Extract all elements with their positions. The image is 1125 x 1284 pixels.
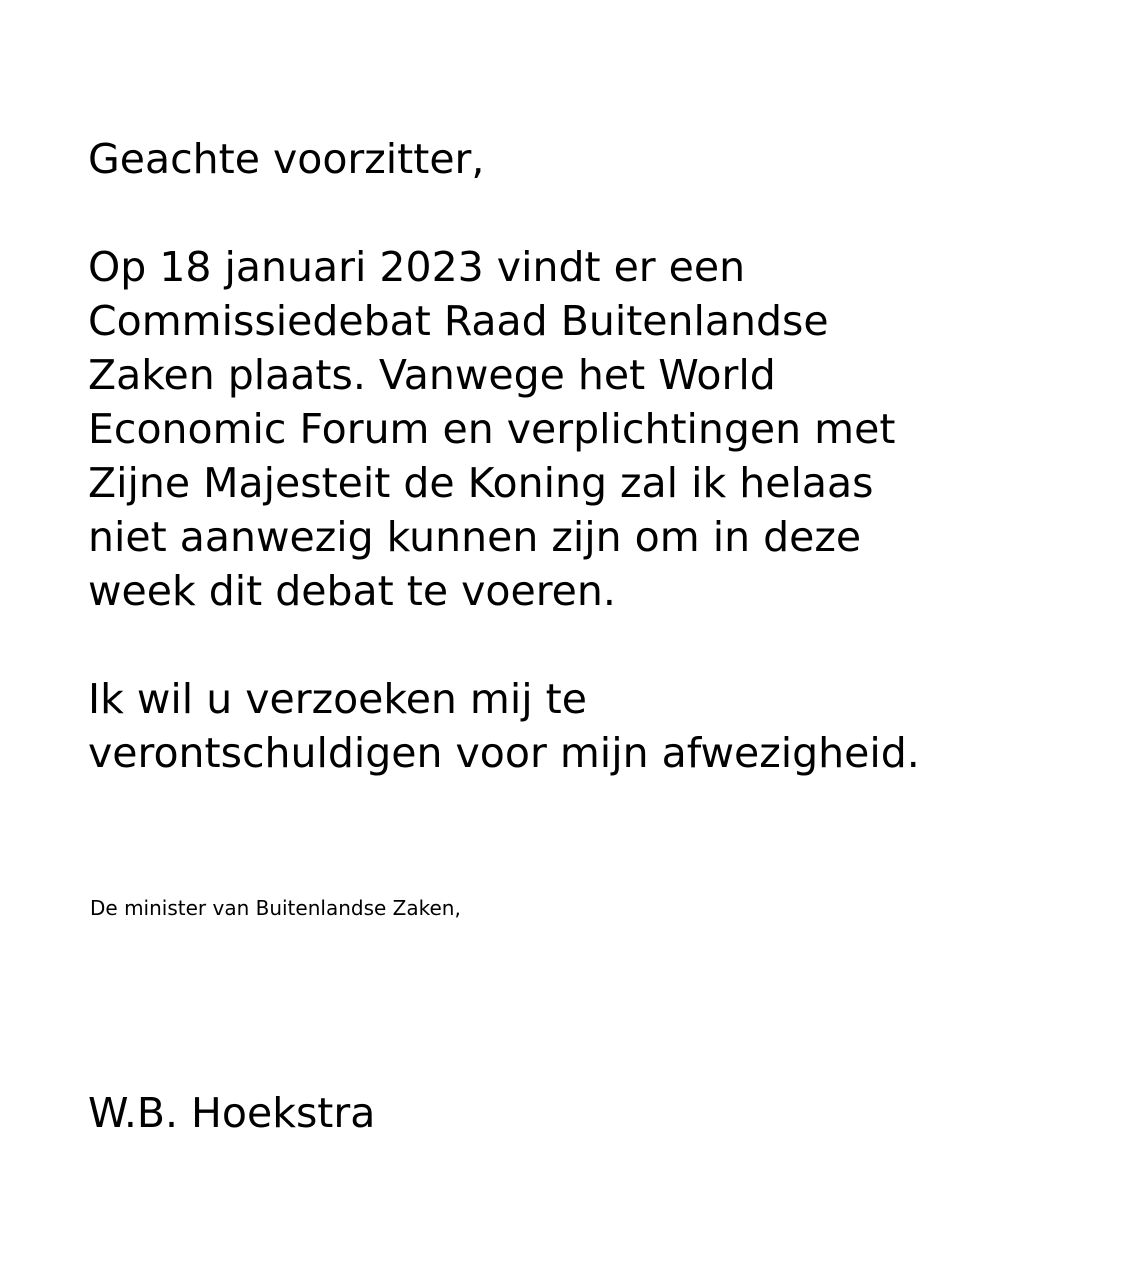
paragraph-line: niet aanwezig kunnen zijn om in deze <box>88 513 862 561</box>
paragraph-1 <box>88 240 1088 618</box>
paragraph-line: verontschuldigen voor mijn afwezigheid. <box>88 729 920 777</box>
paragraph-line: Commissiedebat Raad Buitenlandse <box>88 297 829 345</box>
paragraph-line: Ik wil u verzoeken mij te <box>88 675 587 723</box>
paragraph-line: Economic Forum en verplichtingen met <box>88 405 896 453</box>
paragraph-line: Zijne Majesteit de Koning zal ik helaas <box>88 459 874 507</box>
letter-body <box>88 132 1088 780</box>
paragraph-2 <box>88 672 1088 780</box>
signature-name: W.B. Hoekstra <box>88 1089 376 1137</box>
paragraph-line: Zaken plaats. Vanwege het World <box>88 351 776 399</box>
salutation: Geachte voorzitter, <box>88 135 485 183</box>
paragraph-line: week dit debat te voeren. <box>88 567 616 615</box>
closing-title: De minister van Buitenlandse Zaken, <box>90 896 461 920</box>
paragraph-line: Op 18 januari 2023 vindt er een <box>88 243 746 291</box>
